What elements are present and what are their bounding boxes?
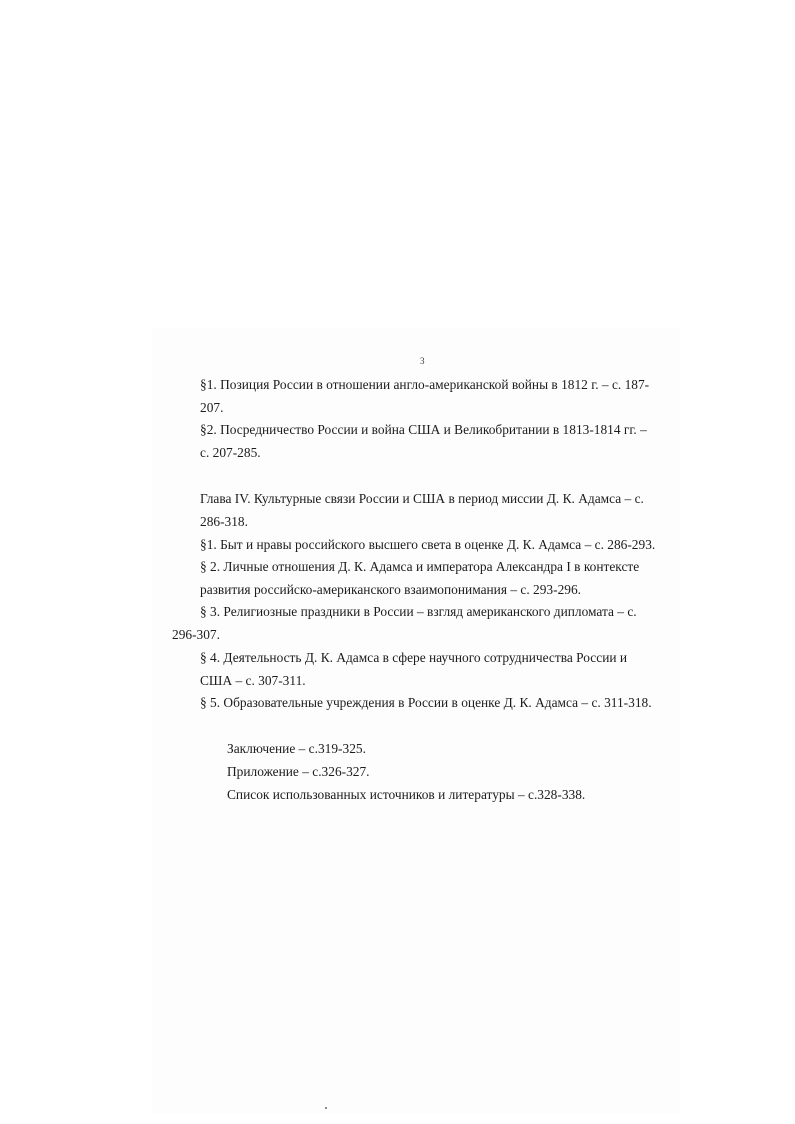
toc-entry-appendix: Приложение – с.326-327. — [227, 764, 370, 779]
toc-entry-ch4-section1: §1. Быт и нравы российского высшего света в оценке Д. К. Адамса – с. 286-293. — [200, 537, 656, 552]
toc-entry-ch3-section2-cont: с. 207-285. — [200, 445, 261, 460]
page-number: 3 — [420, 356, 425, 366]
toc-entry-ch4-section4: § 4. Деятельность Д. К. Адамса в сфере научного сотрудничества России и — [200, 650, 628, 665]
toc-entry-conclusion: Заключение – с.319-325. — [227, 741, 366, 756]
toc-entry-chapter4-title-cont: 286-318. — [200, 514, 248, 529]
toc-entry-ch4-section2: § 2. Личные отношения Д. К. Адамса и императора Александра I в контексте — [200, 559, 640, 574]
toc-entry-ch4-section2-cont: развития российско-американского взаимопонимания – с. 293-296. — [200, 582, 582, 597]
toc-entry-ch3-section1: §1. Позиция России в отношении англо-американской войны в 1812 г. – с. 187- — [200, 377, 650, 392]
toc-entry-chapter4-title: Глава IV. Культурные связи России и США в период миссии Д. К. Адамса – с. — [200, 491, 644, 506]
toc-entry-ch4-section4-cont: США – с. 307-311. — [200, 673, 306, 688]
toc-entry-ch4-section5: § 5. Образовательные учреждения в России в оценке Д. К. Адамса – с. 311-318. — [200, 695, 652, 710]
toc-entry-ch3-section1-cont: 207. — [200, 400, 224, 415]
toc-entry-ch4-section3: § 3. Религиозные праздники в России – взгляд американского дипломата – с. — [200, 604, 637, 619]
toc-entry-ch3-section2: §2. Посредничество России и война США и Великобритании в 1813-1814 гг. – — [200, 422, 647, 437]
toc-entry-ch4-section3-cont: 296-307. — [172, 627, 220, 642]
scan-speck — [325, 1107, 327, 1109]
toc-entry-sources: Список использованных источников и литературы – с.328-338. — [227, 787, 586, 802]
